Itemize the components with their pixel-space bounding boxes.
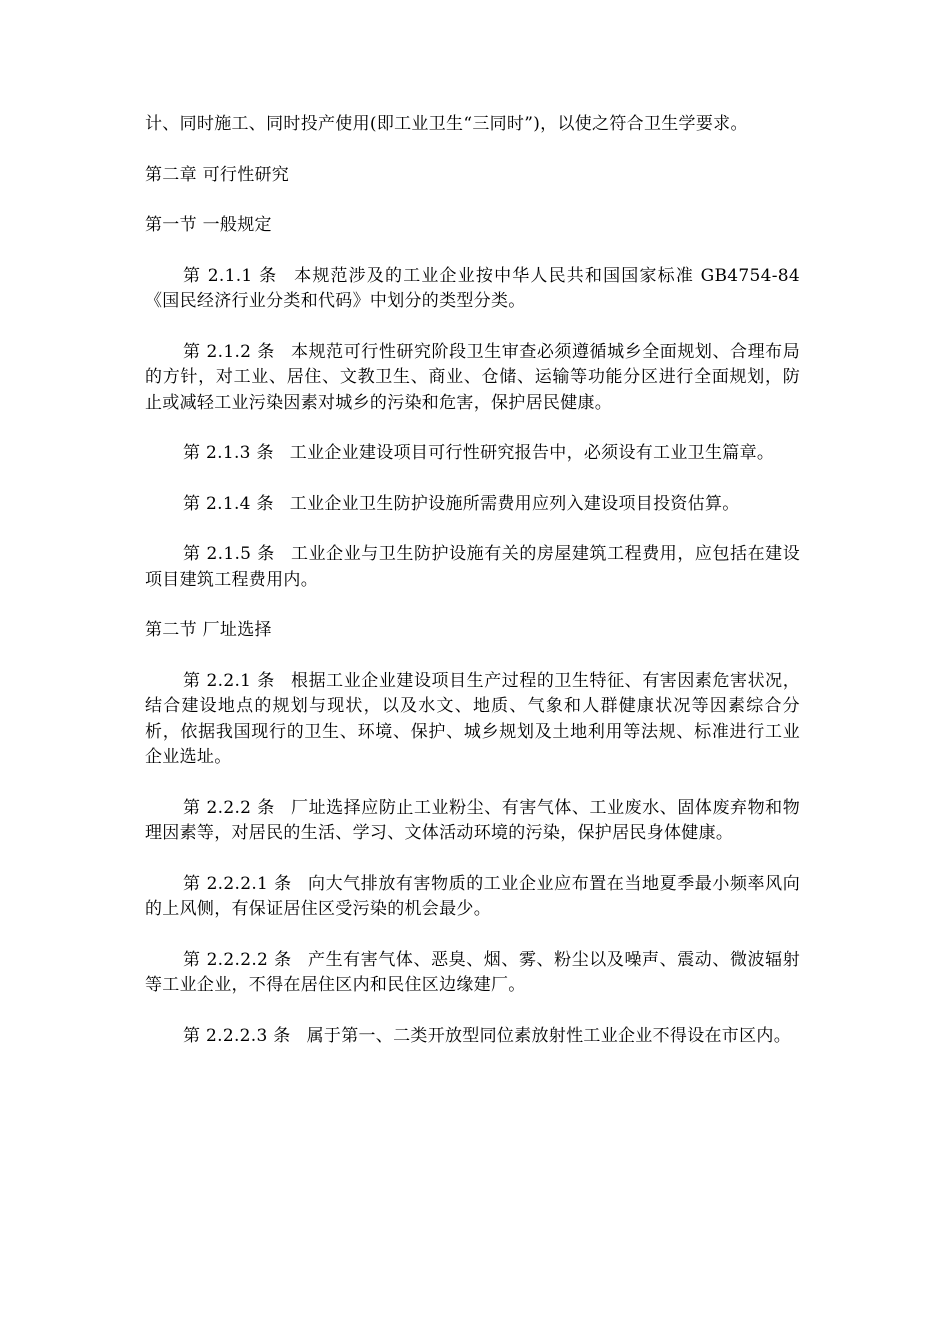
article-2-2-2-2 [145, 948, 800, 999]
document-body [145, 112, 800, 1074]
chapter-title: 第二章 可行性研究 [145, 164, 290, 185]
article-number: 第 2.1.2 条 [183, 341, 275, 362]
article-number: 第 2.2.2.3 条 [183, 1025, 291, 1046]
article-2-1-5 [145, 542, 800, 593]
section-title: 第二节 厂址选择 [145, 620, 272, 640]
article-number: 第 2.2.2.2 条 [183, 949, 292, 970]
article-2-1-2 [145, 340, 800, 417]
article-text: 工业企业建设项目可行性研究报告中，必须设有工业卫生篇章。 [289, 443, 775, 463]
article-2-1-3 [145, 441, 800, 467]
article-text: 厂址选择应防止工业粉尘、有害气体、工业废水、固体废弃物和物理因素等，对居民的生活、学习、文体活动环境的污染，保护居民身体健康。 [145, 797, 800, 843]
article-number: 第 2.2.1 条 [183, 670, 275, 691]
article-number: 第 2.1.1 条 [183, 265, 278, 286]
article-number: 第 2.1.5 条 [183, 544, 275, 564]
article-number: 第 2.1.3 条 [183, 443, 274, 463]
article-text: 本规范涉及的工业企业按中华人民共和国国家标准 GB4754-84《国民经济行业分类和代码》中划分的类型分类。 [145, 265, 800, 311]
article-text: 属于第一、二类开放型同位素放射性工业企业不得设在市区内。 [306, 1025, 791, 1046]
article-text: 工业企业与卫生防护设施有关的房屋建筑工程费用，应包括在建设项目建筑工程费用内。 [145, 544, 800, 590]
intro-continuation: 计、同时施工、同时投产使用(即工业卫生“三同时”)，以使之符合卫生学要求。 [145, 114, 748, 134]
article-text: 产生有害气体、恶臭、烟、雾、粉尘以及噪声、震动、微波辐射等工业企业，不得在居住区内和民住区边缘建厂。 [145, 949, 800, 995]
article-2-2-1 [145, 669, 800, 771]
article-2-2-2 [145, 796, 800, 847]
article-number: 第 2.1.4 条 [183, 493, 274, 514]
article-2-1-1 [145, 264, 800, 315]
section-title: 第一节 一般规定 [145, 215, 272, 235]
article-2-1-4 [145, 492, 800, 518]
article-text: 向大气排放有害物质的工业企业应布置在当地夏季最小频率风向的上风侧，有保证居住区受污染的机会最少。 [145, 873, 800, 919]
article-number: 第 2.2.2 条 [183, 797, 275, 818]
article-text: 本规范可行性研究阶段卫生审查必须遵循城乡全面规划、合理布局的方针，对工业、居住、文教卫生、商业、仓储、运输等功能分区进行全面规划，防止或减轻工业污染因素对城乡的污染和危害，保护居民健康。 [145, 341, 800, 413]
article-text: 工业企业卫生防护设施所需费用应列入建设项目投资估算。 [289, 493, 740, 514]
article-2-2-2-1 [145, 872, 800, 923]
article-2-2-2-3 [145, 1024, 800, 1050]
article-number: 第 2.2.2.1 条 [183, 873, 292, 894]
article-text: 根据工业企业建设项目生产过程的卫生特征、有害因素危害状况，结合建设地点的规划与现状，以及水文、地质、气象和人群健康状况等因素综合分析，依据我国现行的卫生、环境、保护、城乡规划及土地利用等法规、标准进行工业企业选址。 [145, 670, 800, 767]
